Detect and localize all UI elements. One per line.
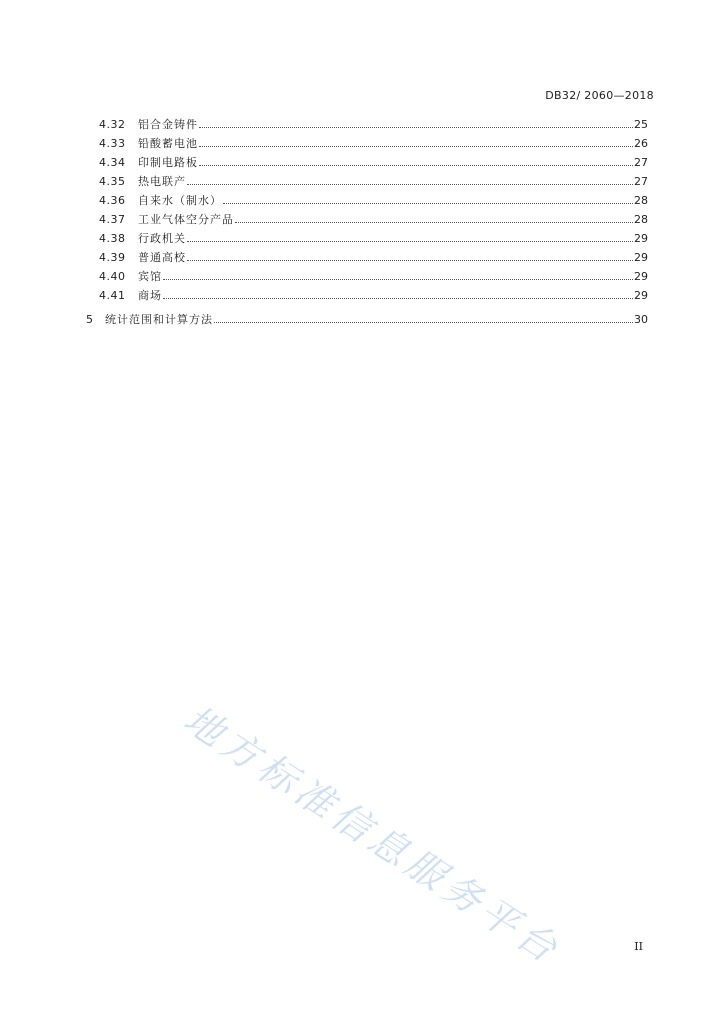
toc-entry-number: 4.34 [99, 156, 126, 169]
toc-entry-page: 28 [634, 213, 648, 226]
toc-entry-page: 29 [634, 270, 648, 283]
toc-entry-title: 统计范围和计算方法 [105, 313, 213, 326]
toc-entry[interactable] [99, 249, 648, 267]
toc-entry[interactable] [99, 154, 648, 172]
dot-leader [214, 321, 633, 323]
toc-entry-page: 27 [634, 156, 648, 169]
toc-entry[interactable] [99, 230, 648, 248]
toc-entry[interactable] [99, 268, 648, 286]
dot-leader [199, 145, 633, 147]
toc-entry-number: 4.39 [99, 251, 126, 264]
toc-entry-title: 普通高校 [138, 251, 186, 264]
toc-entry-page: 29 [634, 251, 648, 264]
toc-entry-number: 4.41 [99, 289, 126, 302]
toc-entry-title: 铝合金铸件 [138, 118, 198, 131]
dot-leader [199, 126, 633, 128]
toc-entry-title: 铅酸蓄电池 [138, 137, 198, 150]
toc-entry-title: 工业气体空分产品 [138, 213, 234, 226]
toc-entry-number: 4.32 [99, 118, 126, 131]
toc-entry-title: 热电联产 [138, 175, 186, 188]
toc-entry-number: 4.35 [99, 175, 126, 188]
toc-entry-title: 商场 [138, 289, 162, 302]
dot-leader [163, 278, 633, 280]
dot-leader [199, 164, 633, 166]
page-number: II [634, 940, 643, 953]
toc-entry-number: 4.33 [99, 137, 126, 150]
toc-entry-title: 自来水（制水） [138, 194, 222, 207]
toc-entry-title: 印制电路板 [138, 156, 198, 169]
document-code: DB32/ 2060—2018 [545, 89, 654, 102]
toc-entry[interactable] [99, 192, 648, 210]
toc-entry-number: 4.40 [99, 270, 126, 283]
dot-leader [223, 202, 633, 204]
toc-entry-page: 25 [634, 118, 648, 131]
dot-leader [187, 259, 633, 261]
toc-entry[interactable] [99, 135, 648, 153]
toc-entry-page: 28 [634, 194, 648, 207]
toc-entry[interactable] [99, 173, 648, 191]
dot-leader [235, 221, 633, 223]
toc-entry-page: 29 [634, 232, 648, 245]
dot-leader [187, 240, 633, 242]
toc-entry[interactable] [99, 287, 648, 305]
toc-entry-number: 4.37 [99, 213, 126, 226]
toc-entry-page: 30 [634, 313, 648, 326]
toc-entry-title: 行政机关 [138, 232, 186, 245]
toc-entry-number: 4.36 [99, 194, 126, 207]
toc-entry-page: 26 [634, 137, 648, 150]
watermark: 地方标准信息服务平台 [176, 696, 570, 974]
dot-leader [163, 297, 633, 299]
toc-entry-page: 27 [634, 175, 648, 188]
toc-entry[interactable] [99, 211, 648, 229]
toc-entry[interactable] [86, 311, 648, 329]
dot-leader [187, 183, 633, 185]
toc-entry-title: 宾馆 [138, 270, 162, 283]
toc-entry[interactable] [99, 116, 648, 134]
toc-entry-number: 4.38 [99, 232, 126, 245]
toc-entry-page: 29 [634, 289, 648, 302]
toc-entry-number: 5 [86, 313, 93, 326]
